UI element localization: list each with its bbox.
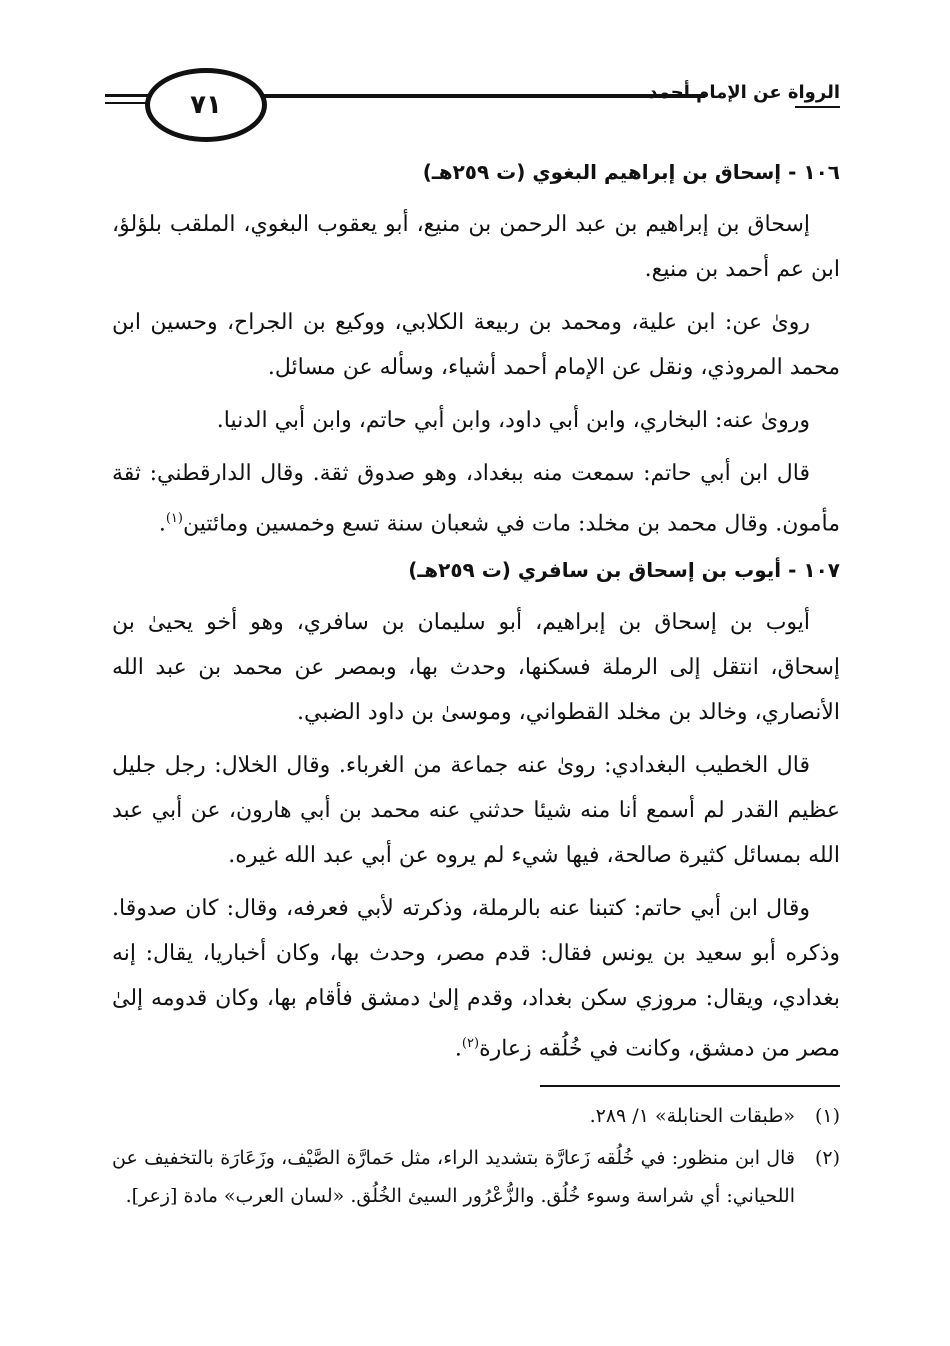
footnote-ref: (٢) bbox=[461, 1036, 480, 1052]
footnote bbox=[112, 1097, 840, 1135]
header-rule-right bbox=[795, 106, 840, 108]
paragraph: روىٰ عن: ابن علية، ومحمد بن ربيعة الكلابي، ووكيع بن الجراح، وحسين ابن محمد المروذي، ونقل عن الإمام أحمد أشياء، وسأله عن مسائل. bbox=[112, 310, 840, 380]
header-rule-main bbox=[255, 94, 705, 98]
footnote-mark: (٢) bbox=[814, 1147, 840, 1169]
entry-heading: ١٠٦ - إسحاق بن إبراهيم البغوي (ت ٢٥٩هـ) bbox=[422, 160, 840, 184]
footnote-text: قال ابن منظور: في خُلُقه زَعارَّة بتشديد الراء، مثل حَمارَّة الصَّيْف، وزَعَارَة بالتخفيف عن اللحياني: أي شراسة وسوء خُلُق. والزُّعْرُور السيئ الخُلُق. «لسان العرب» مادة [زعر]. bbox=[112, 1147, 795, 1207]
header-rule-left bbox=[105, 94, 150, 97]
paragraph: قال ابن أبي حاتم: سمعت منه ببغداد، وهو صدوق ثقة. وقال الدارقطني: ثقة مأمون. وقال محمد بن مخلد: مات في شعبان سنة تسع وخمسين ومائتين$^{(١)}$. bbox=[112, 461, 840, 537]
paragraph: أيوب بن إسحاق بن إبراهيم، أبو سليمان بن سافري، وهو أخو يحيىٰ بن إسحاق، انتقل إلى الرملة فسكنها، وحدث بها، وبمصر عن محمد بن عبد الله الأنصاري، وخالد بن مخلد القطواني، وموسىٰ بن داود الضبي. bbox=[112, 610, 840, 726]
header-rule-left-thin bbox=[105, 102, 150, 104]
footnotes bbox=[112, 1097, 840, 1219]
page-number: ٧١ bbox=[145, 68, 267, 142]
paragraph: وقال ابن أبي حاتم: كتبنا عنه بالرملة، وذكرته لأبي فعرفه، وقال: كان صدوقا. وذكره أبو سعيد بن يونس فقال: قدم مصر، وحدث بها، وكان أخباريا، يقال: إنه بغدادي، ويقال: مروزي سكن بغداد، وقدم إلىٰ دمشق فأقام بها، وكان قدومه إلىٰ مصر من دمشق، وكانت في خُلُقه زعارة$^{(٢)}$. bbox=[112, 896, 841, 1062]
entry-heading: ١٠٧ - أيوب بن إسحاق بن سافري (ت ٢٥٩هـ) bbox=[408, 558, 840, 583]
paragraph: إسحاق بن إبراهيم بن عبد الرحمن بن منيع، أبو يعقوب البغوي، الملقب بلؤلؤ، ابن عم أحمد بن منيع. bbox=[112, 212, 840, 282]
running-header bbox=[105, 68, 840, 138]
main-text bbox=[112, 150, 840, 1080]
running-title: الرواة عن الإمام أحمد bbox=[648, 82, 840, 103]
footnote-text: «طبقات الحنابلة» ١/ ٢٨٩. bbox=[589, 1105, 795, 1127]
paragraph: وروىٰ عنه: البخاري، وابن أبي داود، وابن أبي حاتم، وابن أبي الدنيا. bbox=[216, 408, 810, 433]
footnote-ref: (١) bbox=[165, 511, 183, 526]
footnote-mark: (١) bbox=[814, 1105, 840, 1127]
paragraph: قال الخطيب البغدادي: روىٰ عنه جماعة من الغرباء. وقال الخلال: رجل جليل عظيم القدر لم أسمع أنا منه شيئا حدثني عنه محمد بن أبي هارون، عن أبي عبد الله بمسائل كثيرة صالحة، فيها شيء لم يروه عن أبي عبد الله غيره. bbox=[112, 753, 840, 869]
footnote bbox=[112, 1139, 840, 1215]
footnote-separator bbox=[540, 1085, 840, 1087]
